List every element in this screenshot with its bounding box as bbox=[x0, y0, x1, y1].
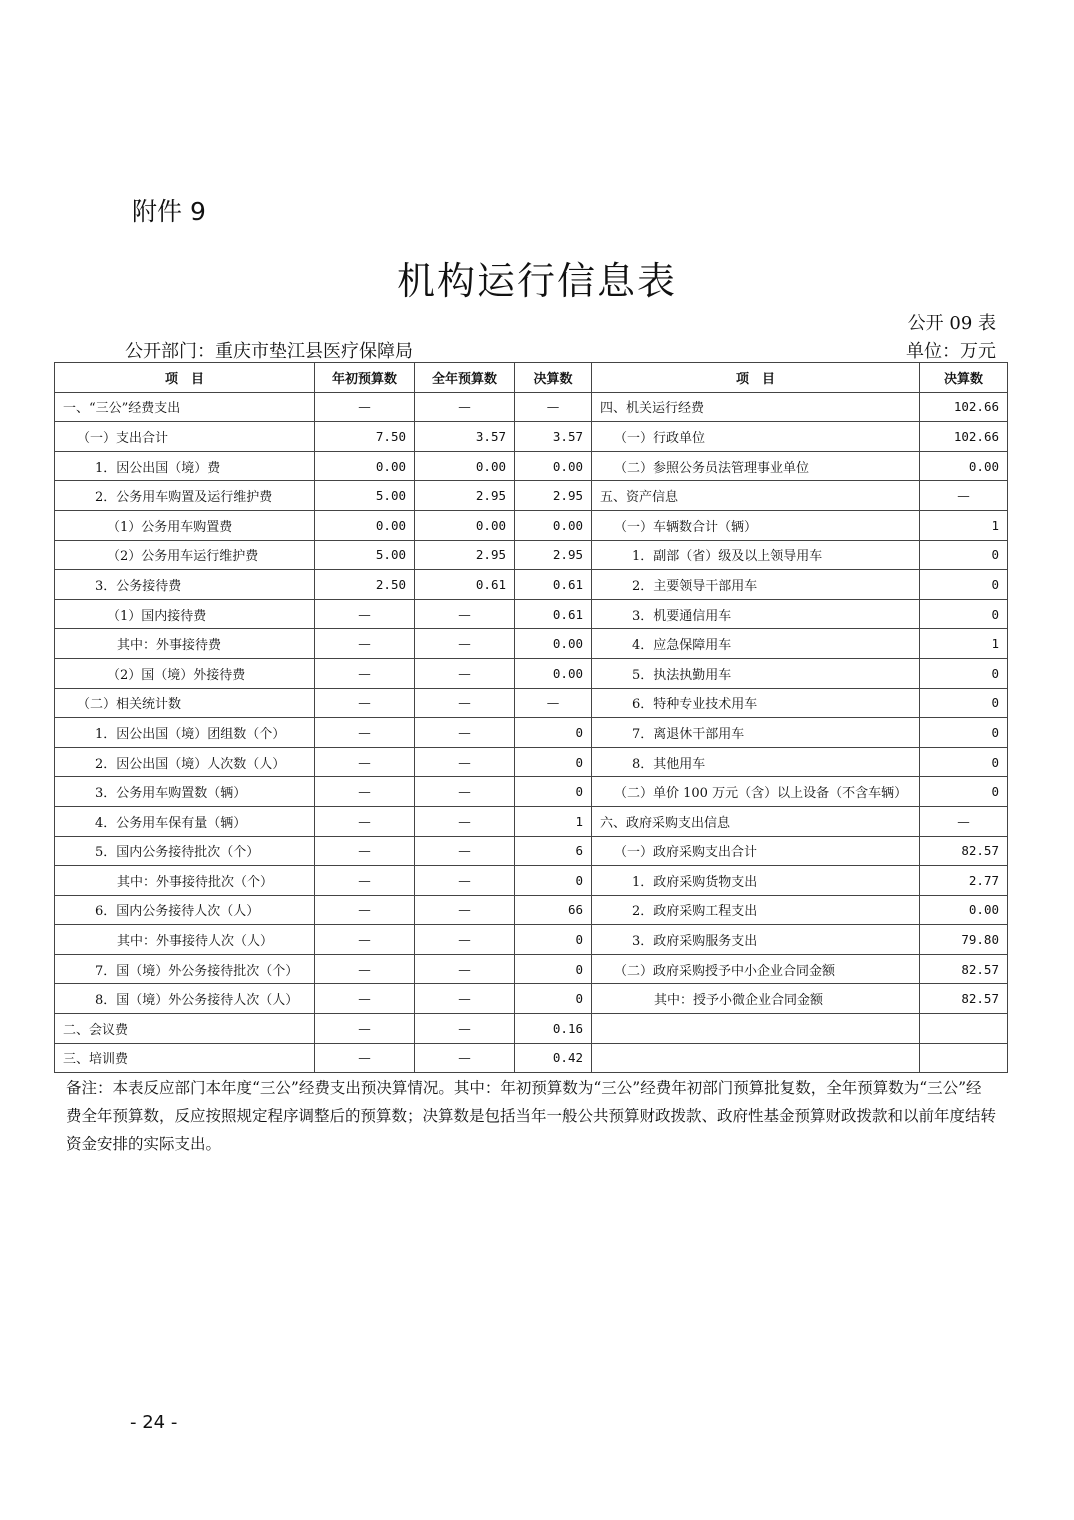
row-final: 0.42 bbox=[515, 1043, 592, 1073]
row-full-budget: 0.00 bbox=[415, 510, 515, 540]
table-row bbox=[55, 866, 1008, 896]
row-full-budget: 0.61 bbox=[415, 570, 515, 600]
table-row bbox=[55, 984, 1008, 1014]
row-item-label: 1．因公出国（境）费 bbox=[55, 451, 315, 481]
row-full-budget: — bbox=[415, 747, 515, 777]
table-row bbox=[55, 954, 1008, 984]
row-item-right-label: 六、政府采购支出信息 bbox=[592, 806, 920, 836]
row-item-label: 其中：外事接待人次（人） bbox=[55, 925, 315, 955]
row-final: 0.00 bbox=[515, 629, 592, 659]
row-item-right-label: 5．执法执勤用车 bbox=[592, 658, 920, 688]
col-header-final: 决算数 bbox=[515, 363, 592, 393]
row-final: 2.95 bbox=[515, 481, 592, 511]
table-row bbox=[55, 718, 1008, 748]
table-row bbox=[55, 422, 1008, 452]
row-item-label: （2）公务用车运行维护费 bbox=[55, 540, 315, 570]
row-initial-budget: — bbox=[315, 954, 415, 984]
row-item-label: （1）国内接待费 bbox=[55, 599, 315, 629]
row-item-label: 6．国内公务接待人次（人） bbox=[55, 895, 315, 925]
row-initial-budget: 5.00 bbox=[315, 481, 415, 511]
row-item-label: 5．国内公务接待批次（个） bbox=[55, 836, 315, 866]
table-row bbox=[55, 481, 1008, 511]
row-final-right: 0 bbox=[920, 540, 1008, 570]
row-initial-budget: — bbox=[315, 392, 415, 422]
row-final-right: 102.66 bbox=[920, 422, 1008, 452]
row-item-right-label: 1．副部（省）级及以上领导用车 bbox=[592, 540, 920, 570]
table-header-row bbox=[55, 363, 1008, 393]
page-title: 机构运行信息表 bbox=[396, 259, 677, 303]
row-final: 0 bbox=[515, 866, 592, 896]
table-row bbox=[55, 895, 1008, 925]
row-full-budget: — bbox=[415, 688, 515, 718]
row-item-right-label: 其中：授予小微企业合同金额 bbox=[592, 984, 920, 1014]
row-full-budget: 2.95 bbox=[415, 540, 515, 570]
row-item-right-label: 4．应急保障用车 bbox=[592, 629, 920, 659]
row-final: — bbox=[515, 392, 592, 422]
row-initial-budget: — bbox=[315, 747, 415, 777]
row-full-budget: — bbox=[415, 1043, 515, 1073]
table-row bbox=[55, 836, 1008, 866]
row-full-budget: — bbox=[415, 984, 515, 1014]
row-initial-budget: — bbox=[315, 777, 415, 807]
row-final-right: — bbox=[920, 481, 1008, 511]
row-item-label: 其中：外事接待批次（个） bbox=[55, 866, 315, 896]
row-item-right-label: （二）单价 100 万元（含）以上设备（不含车辆） bbox=[592, 777, 920, 807]
row-item-right-label: （二）政府采购授予中小企业合同金额 bbox=[592, 954, 920, 984]
col-header-initial-budget: 年初预算数 bbox=[315, 363, 415, 393]
row-final: 0.00 bbox=[515, 658, 592, 688]
row-item-label: 2．公务用车购置及运行维护费 bbox=[55, 481, 315, 511]
row-item-label: 一、“三公”经费支出 bbox=[55, 392, 315, 422]
table-row bbox=[55, 451, 1008, 481]
row-final-right: 0 bbox=[920, 599, 1008, 629]
row-full-budget: — bbox=[415, 777, 515, 807]
row-final-right: 82.57 bbox=[920, 954, 1008, 984]
row-item-right-label: 6．特种专业技术用车 bbox=[592, 688, 920, 718]
row-item-label: 1．因公出国（境）团组数（个） bbox=[55, 718, 315, 748]
row-initial-budget: 0.00 bbox=[315, 510, 415, 540]
row-final: 0.00 bbox=[515, 510, 592, 540]
row-final: 0 bbox=[515, 747, 592, 777]
row-item-label: 三、培训费 bbox=[55, 1043, 315, 1073]
row-full-budget: — bbox=[415, 718, 515, 748]
row-final-right: 82.57 bbox=[920, 984, 1008, 1014]
row-item-label: 8．国（境）外公务接待人次（人） bbox=[55, 984, 315, 1014]
row-full-budget: — bbox=[415, 925, 515, 955]
row-final-right bbox=[920, 1014, 1008, 1044]
row-final-right: 102.66 bbox=[920, 392, 1008, 422]
table-row bbox=[55, 777, 1008, 807]
page-number: - 24 - bbox=[130, 1412, 178, 1433]
row-final-right: 0 bbox=[920, 747, 1008, 777]
row-full-budget: — bbox=[415, 392, 515, 422]
row-final-right: 0.00 bbox=[920, 895, 1008, 925]
row-full-budget: — bbox=[415, 866, 515, 896]
row-final-right: 0 bbox=[920, 570, 1008, 600]
col-header-item: 项 目 bbox=[55, 363, 315, 393]
table-row bbox=[55, 540, 1008, 570]
footnote: 备注：本表反应部门本年度“三公”经费支出预决算情况。其中：年初预算数为“三公”经费年初部门预算批复数，全年预算数为“三公”经费全年预算数，反应按照规定程序调整后的预算数；决算数是包括当年一般公共预算财政拨款、政府性基金预算财政拨款和以前年度结转资金安排的实际支出。 bbox=[66, 1079, 997, 1153]
col-header-item-right: 项 目 bbox=[592, 363, 920, 393]
table-row bbox=[55, 1043, 1008, 1073]
row-final: — bbox=[515, 688, 592, 718]
row-full-budget: 2.95 bbox=[415, 481, 515, 511]
row-full-budget: — bbox=[415, 954, 515, 984]
row-initial-budget: — bbox=[315, 806, 415, 836]
row-final-right: 0 bbox=[920, 688, 1008, 718]
attachment-label: 附件 9 bbox=[132, 197, 206, 226]
row-full-budget: — bbox=[415, 658, 515, 688]
row-full-budget: — bbox=[415, 629, 515, 659]
row-item-right-label: （一）行政单位 bbox=[592, 422, 920, 452]
row-final: 0 bbox=[515, 777, 592, 807]
row-initial-budget: — bbox=[315, 836, 415, 866]
row-item-label: 二、会议费 bbox=[55, 1014, 315, 1044]
table-row bbox=[55, 629, 1008, 659]
row-full-budget: — bbox=[415, 836, 515, 866]
row-final: 0 bbox=[515, 984, 592, 1014]
row-final: 0 bbox=[515, 954, 592, 984]
row-final-right: — bbox=[920, 806, 1008, 836]
table-row bbox=[55, 747, 1008, 777]
row-initial-budget: — bbox=[315, 629, 415, 659]
row-item-label: 2．因公出国（境）人次数（人） bbox=[55, 747, 315, 777]
row-full-budget: — bbox=[415, 1014, 515, 1044]
row-item-right-label: 3．机要通信用车 bbox=[592, 599, 920, 629]
row-item-label: 3．公务用车购置数（辆） bbox=[55, 777, 315, 807]
row-final: 1 bbox=[515, 806, 592, 836]
row-item-label: 3．公务接待费 bbox=[55, 570, 315, 600]
row-final: 66 bbox=[515, 895, 592, 925]
row-initial-budget: 2.50 bbox=[315, 570, 415, 600]
table-row bbox=[55, 658, 1008, 688]
row-final: 0 bbox=[515, 925, 592, 955]
row-item-right-label: 五、资产信息 bbox=[592, 481, 920, 511]
row-item-right-label: 2．主要领导干部用车 bbox=[592, 570, 920, 600]
row-final: 0 bbox=[515, 718, 592, 748]
row-item-label: （1）公务用车购置费 bbox=[55, 510, 315, 540]
row-item-label: 其中：外事接待费 bbox=[55, 629, 315, 659]
table-row bbox=[55, 392, 1008, 422]
row-item-label: （二）相关统计数 bbox=[55, 688, 315, 718]
row-initial-budget: — bbox=[315, 1014, 415, 1044]
row-initial-budget: 7.50 bbox=[315, 422, 415, 452]
col-header-full-budget: 全年预算数 bbox=[415, 363, 515, 393]
row-initial-budget: — bbox=[315, 984, 415, 1014]
row-initial-budget: 5.00 bbox=[315, 540, 415, 570]
row-initial-budget: — bbox=[315, 866, 415, 896]
row-final-right bbox=[920, 1043, 1008, 1073]
row-final: 0.16 bbox=[515, 1014, 592, 1044]
row-full-budget: — bbox=[415, 806, 515, 836]
row-item-right-label: （一）车辆数合计（辆） bbox=[592, 510, 920, 540]
row-final-right: 0 bbox=[920, 718, 1008, 748]
row-item-right-label: 8．其他用车 bbox=[592, 747, 920, 777]
row-initial-budget: 0.00 bbox=[315, 451, 415, 481]
table-row bbox=[55, 1014, 1008, 1044]
table-row bbox=[55, 806, 1008, 836]
table-row bbox=[55, 510, 1008, 540]
row-item-right-label: 四、机关运行经费 bbox=[592, 392, 920, 422]
row-item-label: （2）国（境）外接待费 bbox=[55, 658, 315, 688]
row-item-right-label: 2．政府采购工程支出 bbox=[592, 895, 920, 925]
col-header-final-right: 决算数 bbox=[920, 363, 1008, 393]
row-initial-budget: — bbox=[315, 658, 415, 688]
row-initial-budget: — bbox=[315, 688, 415, 718]
row-final: 2.95 bbox=[515, 540, 592, 570]
row-item-right-label: 3．政府采购服务支出 bbox=[592, 925, 920, 955]
row-initial-budget: — bbox=[315, 718, 415, 748]
row-final: 6 bbox=[515, 836, 592, 866]
unit-label: 单位：万元 bbox=[906, 341, 996, 362]
row-item-right-label: （二）参照公务员法管理事业单位 bbox=[592, 451, 920, 481]
row-final-right: 0 bbox=[920, 777, 1008, 807]
row-final: 0.61 bbox=[515, 599, 592, 629]
row-item-right-label: 7．离退休干部用车 bbox=[592, 718, 920, 748]
table-row bbox=[55, 570, 1008, 600]
row-final: 0.00 bbox=[515, 451, 592, 481]
row-item-right-label bbox=[592, 1014, 920, 1044]
table-row bbox=[55, 688, 1008, 718]
row-final-right: 1 bbox=[920, 510, 1008, 540]
row-full-budget: — bbox=[415, 895, 515, 925]
row-full-budget: 3.57 bbox=[415, 422, 515, 452]
row-item-right-label bbox=[592, 1043, 920, 1073]
row-full-budget: — bbox=[415, 599, 515, 629]
row-item-label: （一）支出合计 bbox=[55, 422, 315, 452]
row-final-right: 0 bbox=[920, 658, 1008, 688]
row-final-right: 82.57 bbox=[920, 836, 1008, 866]
table-row bbox=[55, 925, 1008, 955]
row-final: 0.61 bbox=[515, 570, 592, 600]
row-final-right: 79.80 bbox=[920, 925, 1008, 955]
info-table bbox=[54, 362, 1008, 1073]
table-number: 公开 09 表 bbox=[907, 313, 996, 334]
row-final: 3.57 bbox=[515, 422, 592, 452]
row-full-budget: 0.00 bbox=[415, 451, 515, 481]
row-initial-budget: — bbox=[315, 1043, 415, 1073]
row-item-right-label: （一）政府采购支出合计 bbox=[592, 836, 920, 866]
row-initial-budget: — bbox=[315, 925, 415, 955]
row-item-label: 7．国（境）外公务接待批次（个） bbox=[55, 954, 315, 984]
row-item-label: 4．公务用车保有量（辆） bbox=[55, 806, 315, 836]
row-final-right: 0.00 bbox=[920, 451, 1008, 481]
row-initial-budget: — bbox=[315, 599, 415, 629]
row-initial-budget: — bbox=[315, 895, 415, 925]
row-final-right: 2.77 bbox=[920, 866, 1008, 896]
row-final-right: 1 bbox=[920, 629, 1008, 659]
table-row bbox=[55, 599, 1008, 629]
row-item-right-label: 1．政府采购货物支出 bbox=[592, 866, 920, 896]
department-label: 公开部门：重庆市垫江县医疗保障局 bbox=[125, 341, 413, 362]
